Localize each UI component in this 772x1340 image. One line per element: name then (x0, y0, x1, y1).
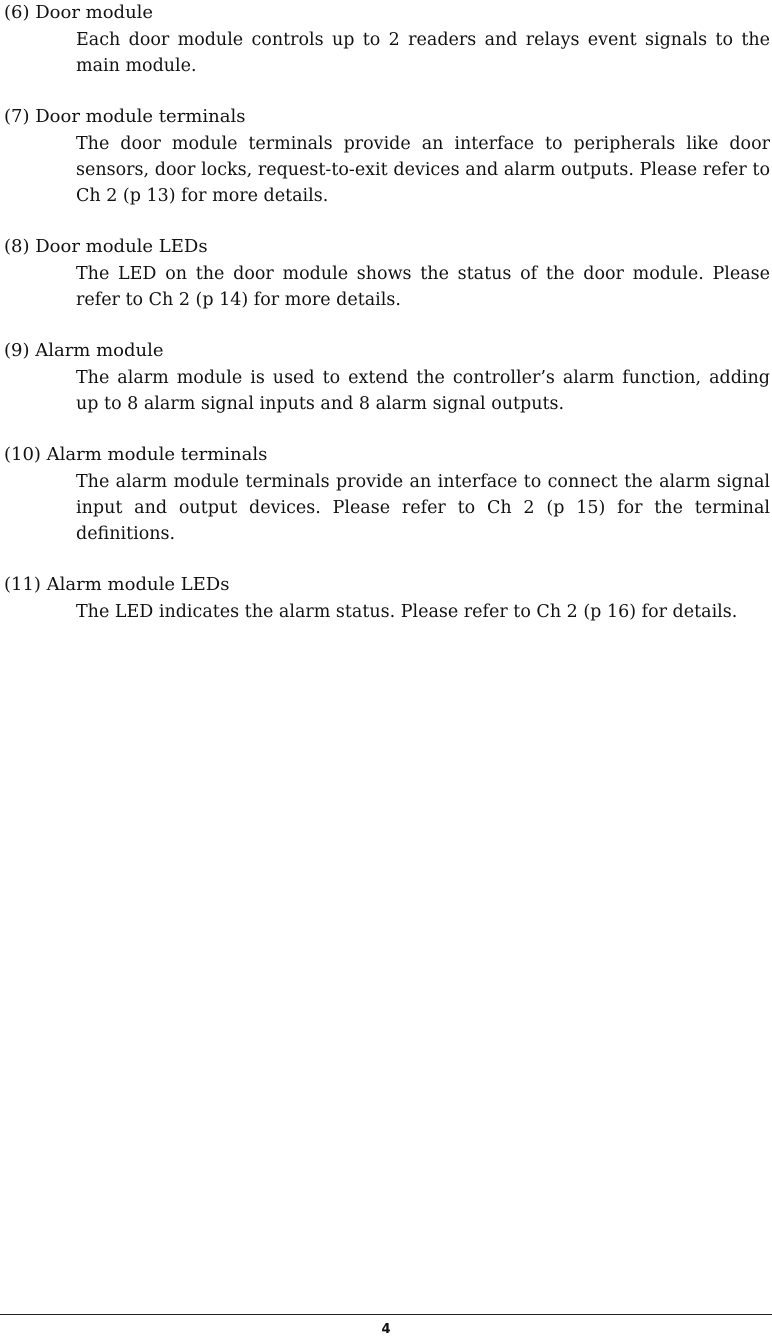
section-heading: (7) Door module terminals (4, 106, 246, 127)
section-alarm-module-leds (4, 572, 770, 625)
section-door-module (4, 0, 770, 79)
section-alarm-module-terminals (4, 442, 770, 547)
section-body: The alarm module is used to extend the controller’s alarm function, adding up to 8 alarm signal inputs and 8 alarm signal outputs. (76, 368, 770, 414)
section-heading: (8) Door module LEDs (4, 236, 208, 257)
section-body: The LED on the door module shows the status of the door module. Please refer to Ch 2 (p 14) for more details. (76, 264, 770, 310)
section-body: Each door module controls up to 2 readers and relays event signals to the main module. (76, 30, 770, 76)
section-heading: (6) Door module (4, 2, 154, 23)
section-body: The door module terminals provide an interface to peripherals like door sensors, door locks, request-to-exit devices and alarm outputs. Please refer to Ch 2 (p 13) for more details. (76, 134, 770, 206)
section-door-module-leds (4, 234, 770, 313)
document-content (4, 0, 770, 650)
section-alarm-module (4, 338, 770, 417)
section-heading: (10) Alarm module terminals (4, 444, 268, 465)
section-heading: (11) Alarm module LEDs (4, 574, 230, 595)
section-door-module-terminals (4, 104, 770, 209)
section-body: The LED indicates the alarm status. Please refer to Ch 2 (p 16) for details. (76, 602, 738, 622)
section-body: The alarm module terminals provide an interface to connect the alarm signal input and output devices. Please refer to Ch 2 (p 15) for the terminal definitions. (76, 472, 770, 544)
footer-divider (0, 1314, 772, 1315)
page-number: 4 (381, 1322, 391, 1337)
section-heading: (9) Alarm module (4, 340, 164, 361)
